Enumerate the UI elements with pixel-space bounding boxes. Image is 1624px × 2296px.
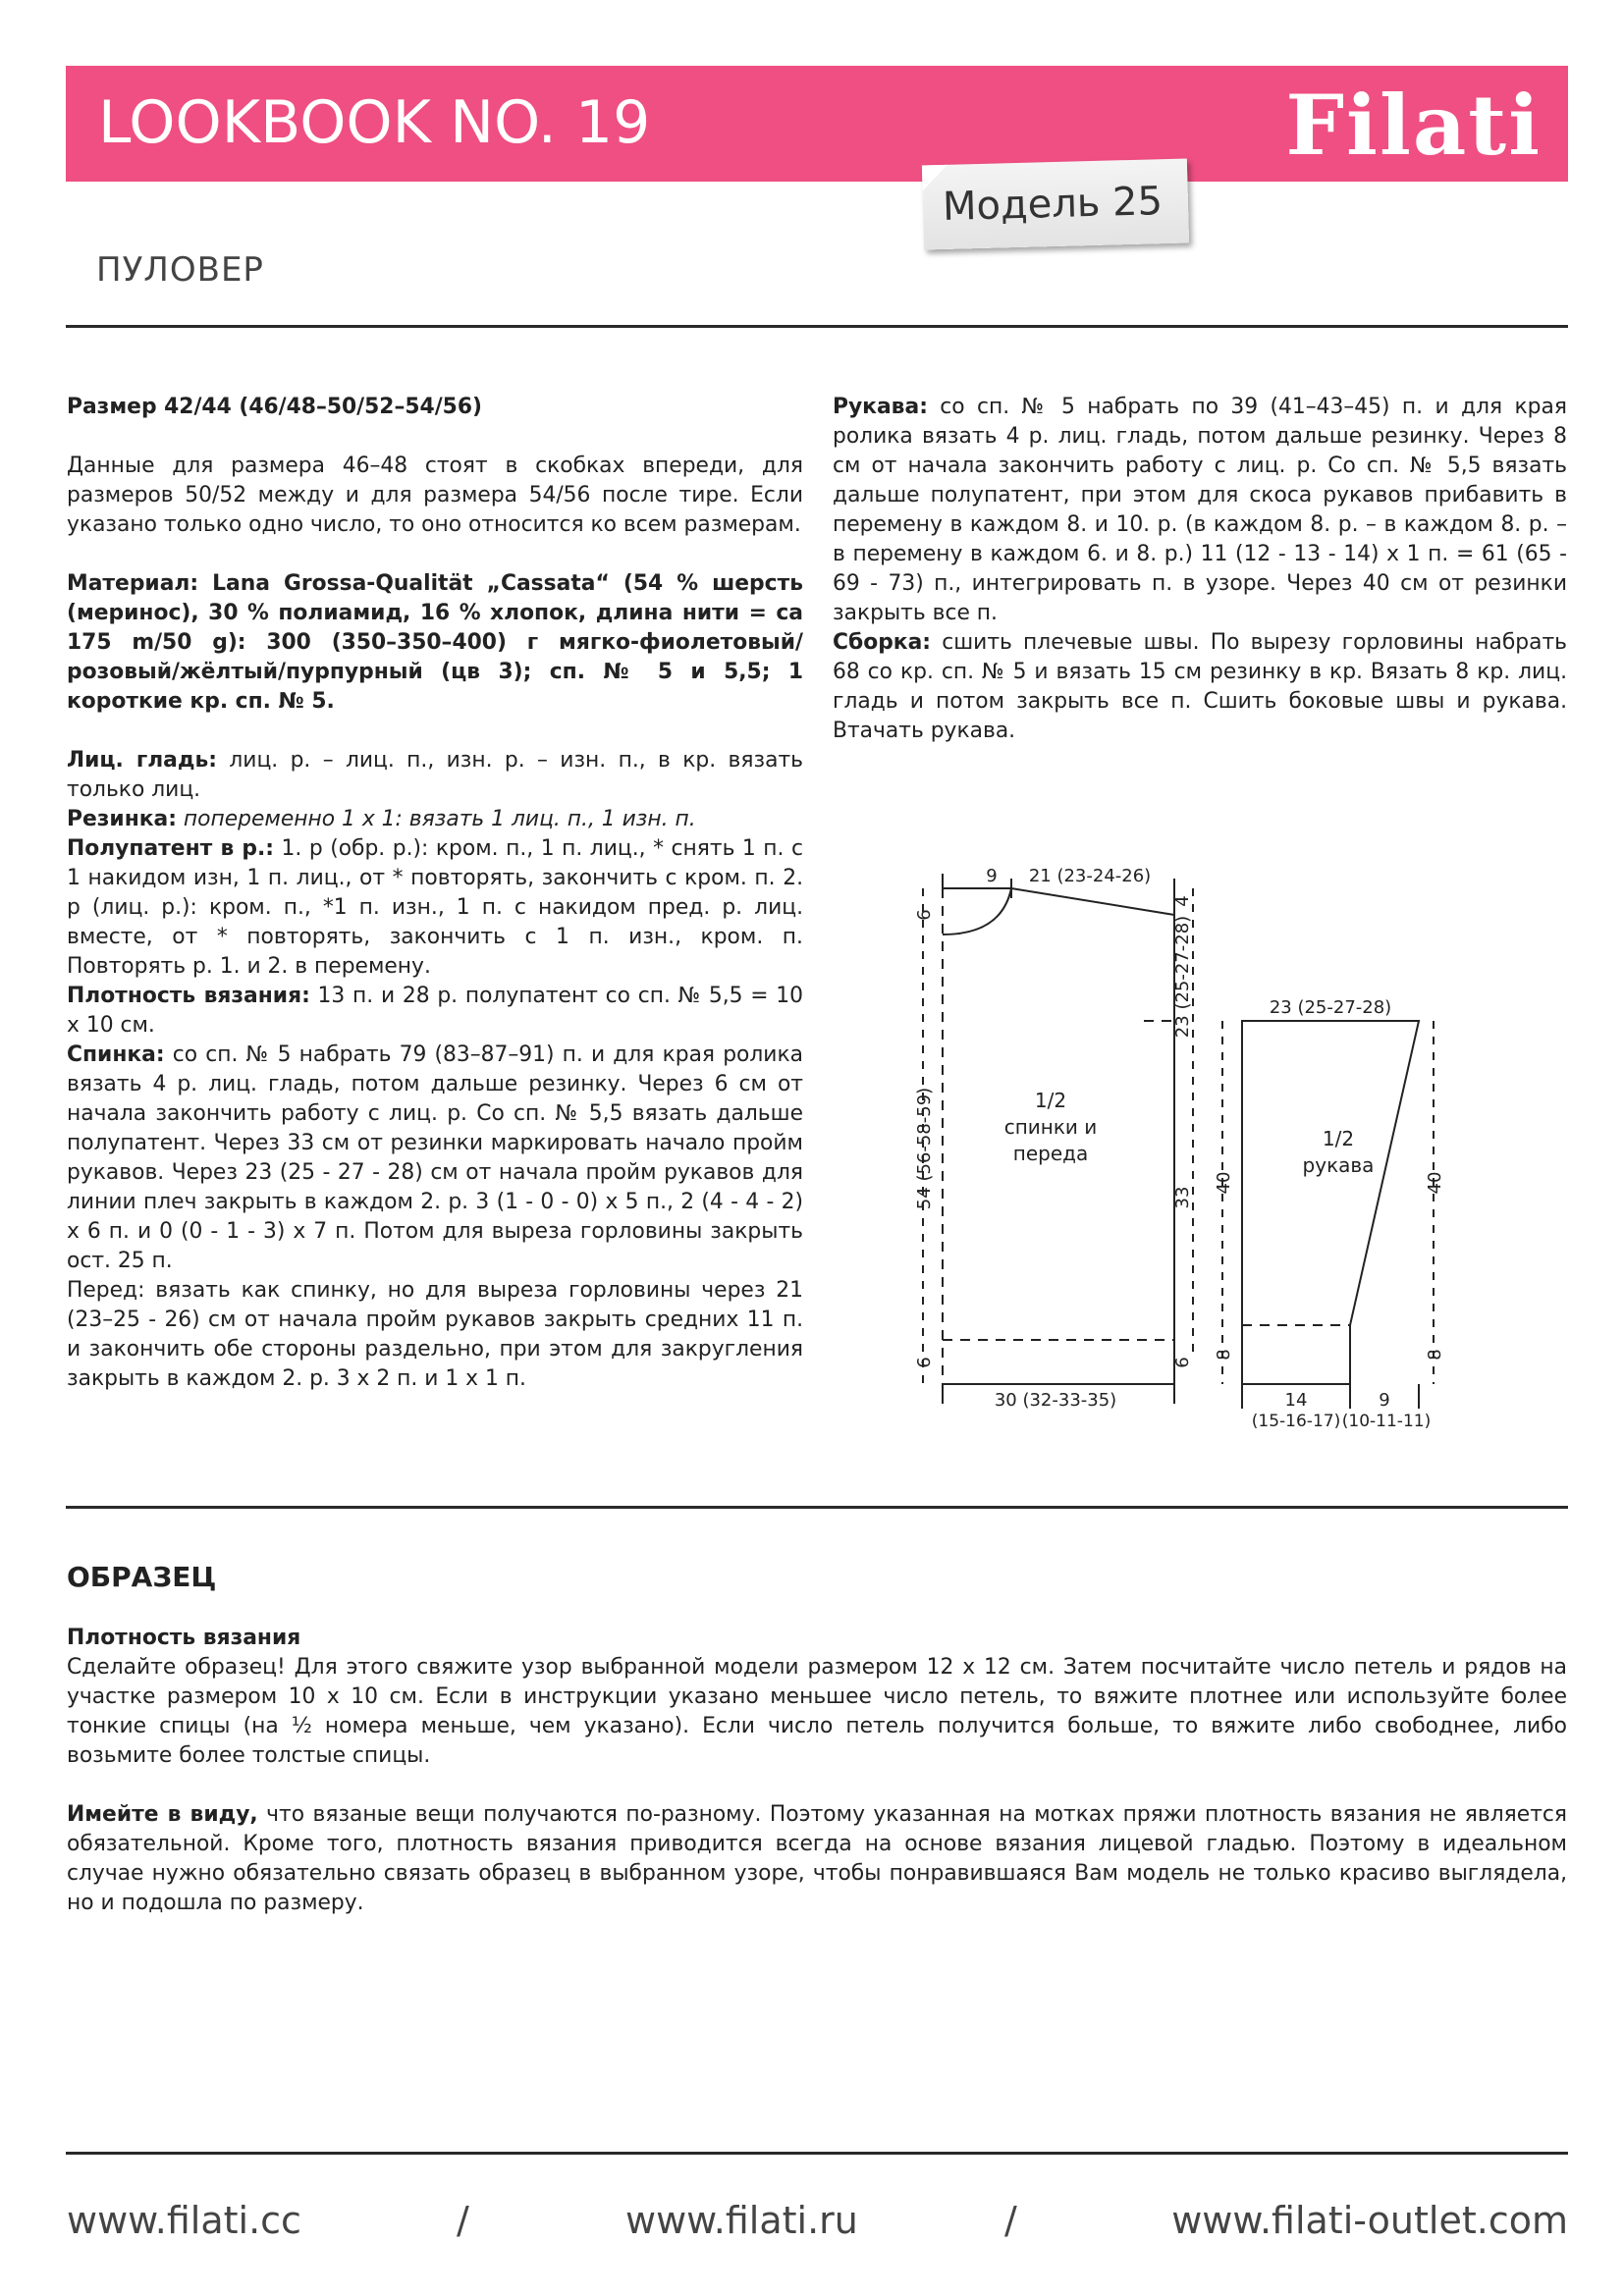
stockinette-text: лиц. р. – лиц. п., изн. р. – изн. п., в кр. вязать только лиц. <box>67 748 803 802</box>
rib-paragraph <box>67 805 803 834</box>
model-tag <box>922 158 1189 249</box>
assembly-text: сшить плечевые швы. По вырезу горловины набрать 68 со кр. сп. № 5 и вязать 15 см резинку в кр. Вязать 8 кр. лиц. гладь и потом закрыть все п. Сшить боковые швы и рукава. Втачать рукава. <box>833 630 1567 743</box>
stockinette-paragraph <box>67 746 803 805</box>
neckline-curve <box>943 888 1011 934</box>
assembly-paragraph <box>833 628 1567 746</box>
material-paragraph: Материал: Lana Grossa-Qualität „Cassata“ (54 % шерсть (меринос), 30 % полиамид, 16 % хлопок, длина нити = ca 175 m/50 g): 300 (350–350–400) г мягко-фиолетовый/розовый/жёлтый/пурпурный (цв 3); сп. № 5 и 5,5; 1 короткие кр. сп. № 5. <box>67 571 803 714</box>
body-label-line1: 1/2 <box>1034 1089 1067 1112</box>
sleeve-label-line1: 1/2 <box>1322 1127 1355 1150</box>
divider-top <box>66 325 1568 328</box>
front-paragraph: Перед: вязать как спинку, но для выреза горловины через 21 (23–25 - 26) см от начала пройм рукавов закрыть средних 11 п. и закончить обе стороны раздельно, при этом для закругления закрыть в каждом 2. р. 3 x 2 п. и 1 x 1 п. <box>67 1278 803 1391</box>
armhole-depth-label: 23 (25-27-28) <box>1172 915 1193 1039</box>
garment-schematic <box>884 844 1473 1443</box>
gauge-paragraph <box>67 982 803 1041</box>
back-label: Спинка: <box>67 1042 165 1067</box>
instructions-right-column <box>833 393 1567 746</box>
gauge-label: Плотность вязания: <box>67 984 310 1008</box>
sleeve-rib-left-label: 8 <box>1214 1349 1234 1361</box>
sleeve-top-width-label: 23 (25-27-28) <box>1269 997 1392 1018</box>
instructions-left-column <box>67 393 803 1394</box>
swatch-note-text: что вязаные вещи получаются по-разному. Поэтому указанная на мотках пряжи плотность вязания не является обязательной. Кроме того, плотность вязания приводится всегда на основе вязания лицевой гладью. Поэтому в идеальном случае нужно обязательно связать образец в выбранном узоре, чтобы понравившаяся Вам модель не только красиво выглядела, но и подошла по размеру. <box>67 1802 1567 1915</box>
swatch-paragraph-1: Сделайте образец! Для этого свяжите узор выбранной модели размером 12 x 12 см. Затем посчитайте число петель и рядов на участке размером 10 x 10 см. Если в инструкции указано меньшее число петель, то вяжите плотнее или используйте более тонкие спицы (на ½ номера меньше, чем указано). Если число петель получится больше, то вяжите либо свободнее, либо возьмите более толстые спицы. <box>67 1655 1567 1768</box>
neck-depth-label: 6 <box>914 909 935 921</box>
sleeve-bottom-right-sizes: (10-11-11) <box>1341 1412 1432 1431</box>
swatch-note-label: Имейте в виду, <box>67 1802 258 1827</box>
swatch-title: ОБРАЗЕЦ <box>67 1561 217 1593</box>
half-fisherman-text: 1. р (обр. р.): кром. п., 1 п. лиц., * снять 1 п. с 1 накидом изн, 1 п. лиц., от * повторять, закончить с кром. п. 2. р (лиц. р.): кром. п., *1 п. изн., 1 п. с накидом пред. р. лиц. вместе, от * повторять, закончить с 1 п. изн., кром. п. Повторять р. 1. и 2. в перемену. <box>67 836 803 979</box>
body-label-line2: спинки и <box>1003 1115 1098 1139</box>
model-label: Модель 25 <box>942 179 1164 231</box>
sleeves-label: Рукава: <box>833 395 928 419</box>
back-text: со сп. № 5 набрать 79 (83–87–91) п. и для края ролика вязать 4 р. лиц. гладь, потом дальше резинку. Через 6 см от начала закончить работу с лиц. р. Со сп. № 5,5 вязать дальше полупатент. Через 33 см от резинки маркировать начало пройм рукавов. Через 23 (25 - 27 - 28) см от начала пройм рукавов для линии плеч закрыть в каждом 2. р. 3 (1 - 0 - 0) x 5 п., 2 (4 - 4 - 2) x 6 п. и 0 (0 - 1 - 3) x 7 п. Потом для выреза горловины закрыть ост. 25 п. <box>67 1042 803 1273</box>
sleeve-bottom-left-sizes: (15-16-17) <box>1251 1412 1341 1431</box>
total-length-label: 54 (56-58-59) <box>914 1087 935 1210</box>
gauge-text: 13 п. и 28 р. полупатент со сп. № 5,5 = 10 x 10 см. <box>67 984 803 1038</box>
rib-text: попеременно 1 x 1: вязать 1 лиц. п., 1 изн. п. <box>183 807 696 831</box>
product-name: ПУЛОВЕР <box>96 250 264 290</box>
body-rib-left-label: 6 <box>914 1357 935 1368</box>
neck-width-label: 9 <box>986 866 998 886</box>
brand-logo: Filati <box>1285 77 1542 174</box>
half-fisherman-paragraph <box>67 834 803 982</box>
size-note: Данные для размера 46–48 стоят в скобках впереди, для размеров 50/52 между и для размера 54/56 после тире. Если указано только одно число, то оно относится ко всем размерам. <box>67 454 803 537</box>
assembly-label: Сборка: <box>833 630 932 655</box>
rib-label: Резинка: <box>67 807 177 831</box>
footer-link-filati-cc[interactable]: www.filati.cc <box>67 2199 301 2242</box>
back-paragraph <box>67 1041 803 1276</box>
body-label-line3: переда <box>1012 1142 1089 1165</box>
body-length-label: 33 <box>1172 1186 1193 1209</box>
lookbook-title: LOOKBOOK NO. 19 <box>98 88 651 157</box>
sleeve-bottom-left-label: 14 <box>1284 1390 1308 1411</box>
shoulder-slope-label: 4 <box>1172 895 1193 907</box>
sleeve-label-line2: рукава <box>1302 1153 1375 1177</box>
footer-link-filati-outlet[interactable]: www.filati-outlet.com <box>1171 2199 1568 2242</box>
sleeve-right-length-label: 40 <box>1425 1171 1445 1195</box>
swatch-section <box>67 1624 1567 1918</box>
footer-separator: / <box>1004 2199 1017 2242</box>
body-rib-right-label: 6 <box>1172 1357 1193 1368</box>
footer-separator: / <box>457 2199 469 2242</box>
shoulder-width-label: 21 (23-24-26) <box>1028 866 1152 886</box>
sleeves-paragraph <box>833 393 1567 628</box>
sleeves-text: со сп. № 5 набрать по 39 (41–43–45) п. и для края ролика вязать 4 р. лиц. гладь, потом дальше резинку. Через 8 см от начала закончить работу с лиц. р. Со сп. № 5,5 вязать дальше полупатент, при этом для скоса рукавов прибавить в перемену в каждом 8. и 10. р. (в каждом 8. р. – в каждом 8. р. – в перемену в каждом 6. и 8. р.) 11 (12 - 13 - 14) x 1 п. = 61 (65 - 69 - 73) п., интегрировать п. в узоре. Через 40 см от резинки закрыть все п. <box>833 395 1567 625</box>
sleeve-bottom-right-label: 9 <box>1379 1390 1390 1411</box>
size-title: Размер 42/44 (46/48–50/52–54/56) <box>67 395 482 419</box>
sleeve-rib-right-label: 8 <box>1425 1349 1445 1361</box>
sleeve-left-length-label: 40 <box>1214 1171 1234 1195</box>
sleeve-outline <box>1242 1021 1419 1384</box>
divider-middle <box>66 1506 1568 1509</box>
footer-link-filati-ru[interactable]: www.filati.ru <box>625 2199 858 2242</box>
swatch-note-paragraph <box>67 1800 1567 1918</box>
divider-bottom <box>66 2152 1568 2155</box>
stockinette-label: Лиц. гладь: <box>67 748 217 773</box>
bottom-width-label: 30 (32-33-35) <box>994 1390 1117 1411</box>
swatch-subtitle: Плотность вязания <box>67 1626 301 1650</box>
half-fisherman-label: Полупатент в р.: <box>67 836 275 861</box>
